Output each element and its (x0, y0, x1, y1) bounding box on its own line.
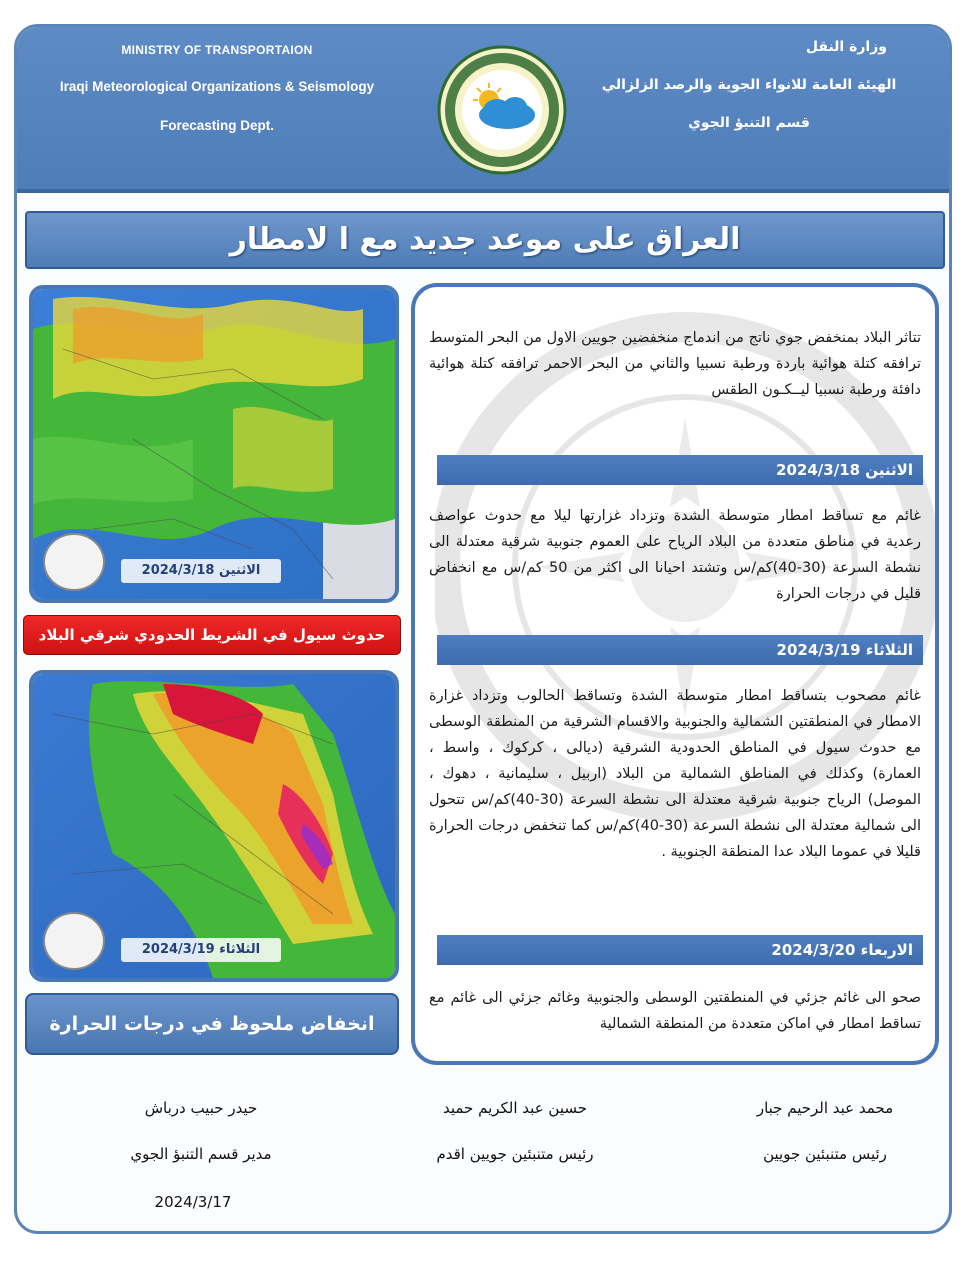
day-text-wednesday: صحو الى غائم جزئي في المنطقتين الوسطى والجنوبية وغائم جزئي الى غائم مع تساقط امطار في اماكن متعددة من المنطقة الشمالية (429, 990, 921, 1032)
organization-en: Iraqi Meteorological Organizations & Seismology (59, 79, 375, 94)
map-date-label: الاثنين 2024/3/18 (121, 559, 281, 583)
department-en: Forecasting Dept. (159, 118, 275, 133)
ministry-en: MINISTRY OF TRANSPORTAION (121, 43, 313, 57)
rain-map-monday (29, 285, 399, 603)
day-heading-tuesday: الثلاثاء 2024/3/19 (437, 635, 923, 665)
signature-title-2: رئيس متنبئين جويين اقدم (436, 1145, 594, 1163)
bulletin-frame (14, 24, 952, 1234)
temperature-drop-label: انخفاض ملحوظ في درجات الحرارة (25, 993, 399, 1055)
signature-name-2: حسين عبد الكريم حميد (442, 1099, 588, 1117)
map-date-label: الثلاثاء 2024/3/19 (121, 938, 281, 962)
day-heading-monday: الاثنين 2024/3/18 (437, 455, 923, 485)
forecast-panel (411, 283, 939, 1065)
signature-name-1: محمد عبد الرحيم جبار (756, 1099, 894, 1117)
header-arabic (599, 39, 899, 131)
ministry-ar: وزارة النقل (805, 39, 887, 55)
header-english (47, 43, 387, 133)
organization-ar: الهيئة العامة للانواء الجوية والرصد الزلزالي (601, 77, 897, 93)
forecast-dept-logo (43, 912, 105, 970)
signature-title-1: رئيس متنبئين جويين (763, 1145, 887, 1163)
forecast-dept-logo (43, 533, 105, 591)
floods-alert-label: حدوث سيول في الشريط الحدودي شرقي البلاد (23, 615, 401, 655)
issue-date: 2024/3/17 (154, 1193, 232, 1211)
signature-name-3: حيدر حبيب درباش (144, 1099, 258, 1117)
day-text-monday: غائم مع تساقط امطار متوسطة الشدة وتزداد غزارتها ليلا مع حدوث عواصف رعدية في مناطق متعددة من البلاد الرياح على العموم جنوبية شرقية معتدلة الى نشطة السرعة (30-40)كم/س وتشتد احيانا الى اكثر من 50 كم/س مع انخفاض قليل في درجات الحرارة (429, 508, 921, 602)
organization-logo (437, 45, 567, 175)
department-ar: قسم التنبؤ الجوي (688, 115, 810, 131)
signature-title-3: مدير قسم التنبؤ الجوي (130, 1145, 272, 1163)
day-text-tuesday: غائم مصحوب بتساقط امطار متوسطة الشدة وتساقط الحالوب وتزداد غزارة الامطار في المنطقتين الشمالية والجنوبية والاقسام الشرقية من المنطقة الوسطى مع حدوث سيول في المناطق الحدودية الشرقية (ديالى ، كركوك ، واسط ، العمارة) وكذلك في المناطق الشمالية من البلاد (اربيل ، سليمانية ، دهوك ، الموصل) الرياح جنوبية شرقية معتدلة الى نشطة السرعة (30-40)كم/س تتحول الى شمالية معتدلة الى نشطة السرعة (30-40)كم/س كما تنخفض درجات الحرارة قليلا في عموما البلاد عدا المنطقة الجنوبية . (429, 688, 921, 860)
header (17, 27, 949, 193)
rain-map-tuesday (29, 670, 399, 982)
day-heading-wednesday: الاربعاء 2024/3/20 (437, 935, 923, 965)
forecast-intro: تتاثر البلاد بمنخفض جوي ناتج من اندماج منخفضين جويين الاول من البحر المتوسط ترافقه كتلة هوائية باردة ورطبة نسبيا والثاني من البحر الاحمر ترافقه كتلة هوائية دافئة ورطبة نسبيا ليــكـون الطقس (429, 330, 921, 398)
bulletin-title: العراق على موعد جديد مع ا لامطار (25, 211, 945, 269)
